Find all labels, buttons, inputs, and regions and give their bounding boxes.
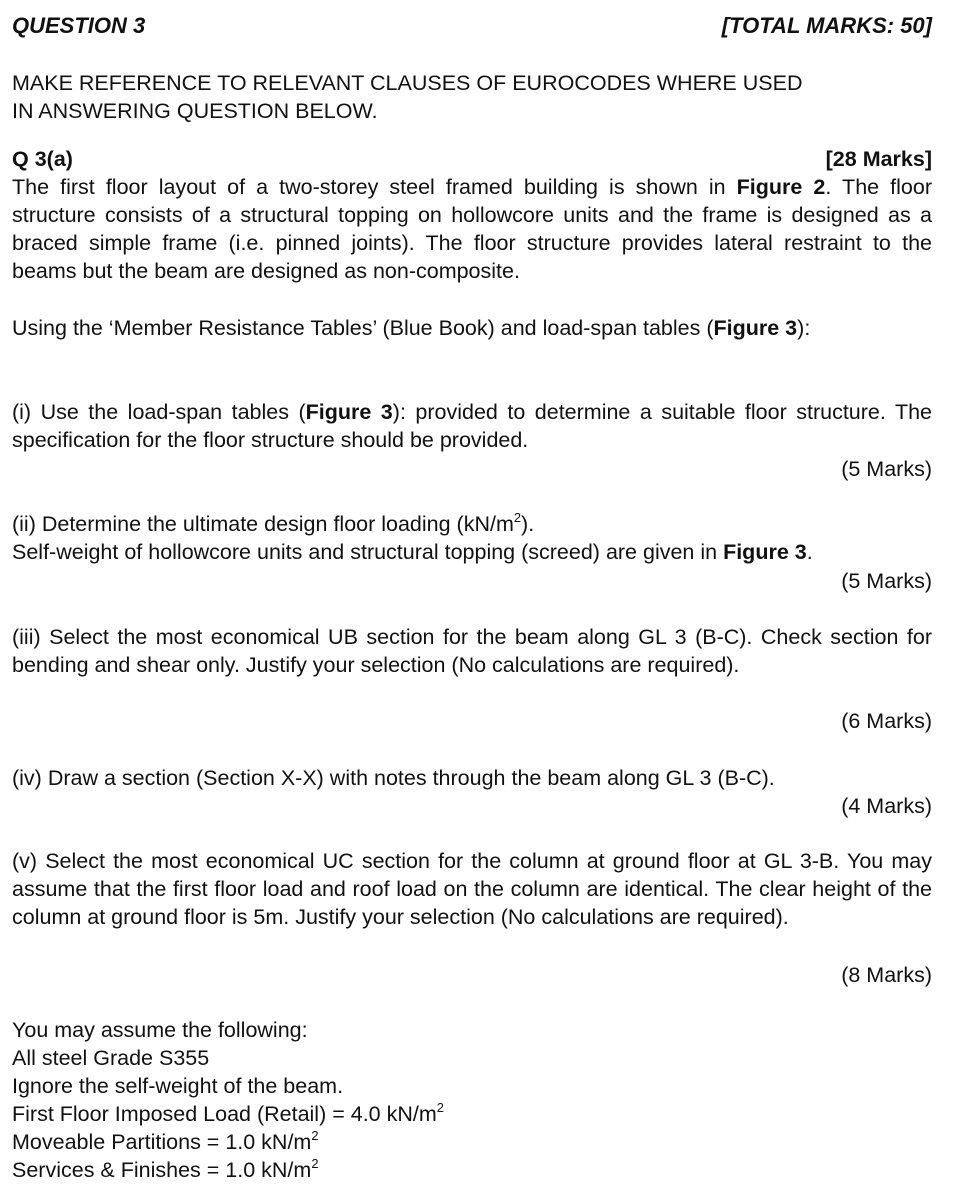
part-ii-line-2 xyxy=(12,538,932,566)
q3a-intro xyxy=(12,173,932,285)
part-v-text: (v) Select the most economical UC section for the column at ground floor at GL 3-B. You may assume that the first floor load and roof load on the column are identical. The clear height of the column at ground floor is 5m. Justify your selection (No calculations are required). xyxy=(12,849,932,929)
part-i-text-a: (i) Use the load-span tables ( xyxy=(12,400,306,424)
q3a-marks: [28 Marks] xyxy=(825,147,932,171)
part-iv-marks: (4 Marks) xyxy=(841,794,932,818)
assumption-services xyxy=(12,1156,932,1184)
partitions-text: Moveable Partitions = 1.0 kN/m xyxy=(12,1130,312,1154)
part-i-text xyxy=(12,398,932,454)
partitions-superscript: 2 xyxy=(311,1127,319,1143)
total-marks: [TOTAL MARKS: 50] xyxy=(721,13,932,38)
part-ii-line-2-a: Self-weight of hollowcore units and structural topping (screed) are given in xyxy=(12,540,724,564)
question-number: QUESTION 3 xyxy=(12,13,146,38)
part-ii-line-1-b: ). xyxy=(521,512,535,536)
assumption-imposed-load xyxy=(12,1100,932,1128)
q3a-using-tables xyxy=(12,314,932,342)
intro-text-b: . The floor structure consists of a structural topping on hollowcore units and the frame is designed as a braced simple frame (i.e. pinned joints). The floor structure provides lateral restraint to the beams but the beam are designed as non-composite. xyxy=(12,175,932,283)
part-ii-line-1-a: (ii) Determine the ultimate design floor loading (kN/m xyxy=(12,512,514,536)
part-iv-text: (iv) Draw a section (Section X-X) with notes through the beam along GL 3 (B-C). xyxy=(12,766,775,790)
using-text-b: ): xyxy=(797,316,811,340)
eurocode-instruction xyxy=(12,69,932,125)
intro-text-a: The first floor layout of a two-storey steel framed building is shown in xyxy=(12,175,737,199)
part-v-marks: (8 Marks) xyxy=(841,963,932,987)
part-ii-superscript: 2 xyxy=(513,509,522,525)
part-ii-text xyxy=(12,510,932,566)
part-iii-marks: (6 Marks) xyxy=(841,709,932,733)
part-ii-figure-reference: Figure 3 xyxy=(723,540,807,564)
instruction-line-2: IN ANSWERING QUESTION BELOW. xyxy=(12,99,378,123)
part-i-marks: (5 Marks) xyxy=(841,457,932,481)
part-ii-marks: (5 Marks) xyxy=(841,569,932,593)
figure-3-reference: Figure 3 xyxy=(713,316,798,340)
instruction-line-1: MAKE REFERENCE TO RELEVANT CLAUSES OF EUROCODES WHERE USED xyxy=(12,71,803,95)
part-ii-line-2-b: . xyxy=(806,540,813,564)
part-i-text-b: ): provided to determine a suitable floor structure. The specification for the floor structure should be provided. xyxy=(12,400,932,452)
assumption-self-weight: Ignore the self-weight of the beam. xyxy=(12,1074,344,1098)
part-iii-text: (iii) Select the most economical UB section for the beam along GL 3 (B-C). Check section for bending and shear only. Justify your selection (No calculations are required). xyxy=(12,625,932,677)
assumption-steel-grade: All steel Grade S355 xyxy=(12,1046,210,1070)
services-superscript: 2 xyxy=(311,1155,319,1171)
part-i-figure-reference: Figure 3 xyxy=(305,400,393,424)
services-text: Services & Finishes = 1.0 kN/m xyxy=(12,1158,312,1182)
assumptions-list xyxy=(12,1016,932,1184)
q3a-label: Q 3(a) xyxy=(12,147,73,171)
imposed-load-superscript: 2 xyxy=(436,1099,444,1115)
assumption-partitions xyxy=(12,1128,932,1156)
imposed-load-text: First Floor Imposed Load (Retail) = 4.0 kN/m xyxy=(12,1102,437,1126)
q3a-header xyxy=(12,145,932,173)
part-ii-line-1 xyxy=(12,510,932,538)
question-header xyxy=(12,12,932,40)
using-text-a: Using the ‘Member Resistance Tables’ (Blue Book) and load-span tables ( xyxy=(12,316,714,340)
assumptions-heading: You may assume the following: xyxy=(12,1018,308,1042)
figure-2-reference: Figure 2 xyxy=(736,175,826,199)
